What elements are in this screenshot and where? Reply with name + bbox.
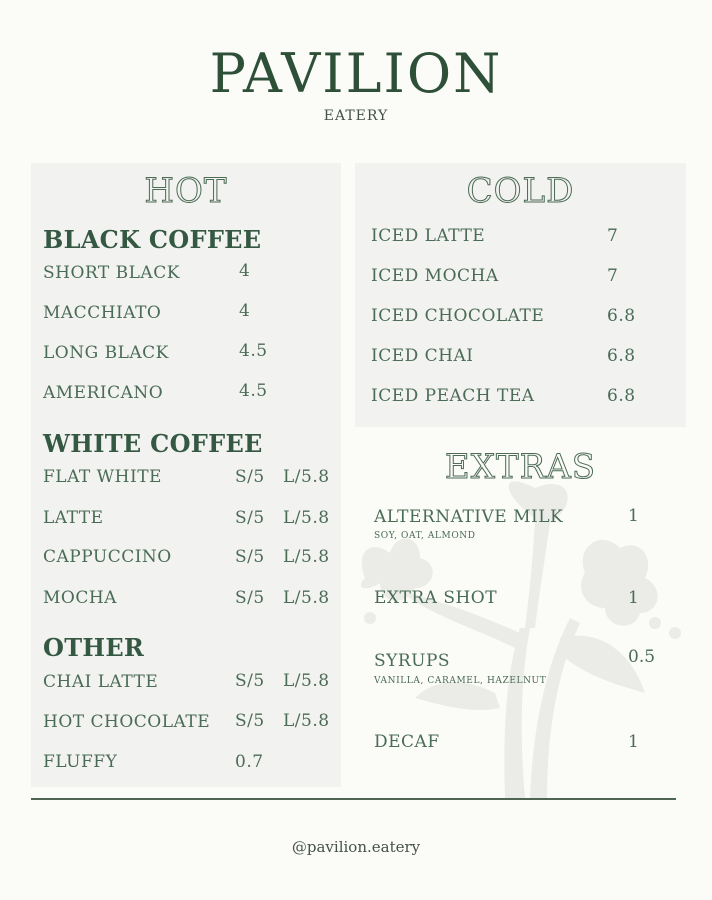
- item-price-small: S/5: [235, 671, 265, 691]
- extra-item: ALTERNATIVE MILK: [374, 507, 564, 527]
- menu-item: ICED CHAI: [371, 346, 474, 366]
- item-price-large: L/5.8: [283, 588, 330, 608]
- menu-item: LATTE: [43, 508, 104, 528]
- hot-title: HOT: [144, 171, 228, 211]
- menu-item: AMERICANO: [43, 383, 164, 403]
- menu-item: SHORT BLACK: [43, 263, 180, 283]
- brand-title: PAVILION: [209, 42, 503, 105]
- footer-divider: [31, 798, 676, 800]
- extra-price: 1: [628, 732, 639, 752]
- item-price: 7: [607, 266, 619, 286]
- item-price-large: L/5.8: [283, 711, 330, 731]
- menu-item: ICED CHOCOLATE: [371, 306, 545, 326]
- menu-item: ICED LATTE: [371, 226, 486, 246]
- item-price: 4.5: [239, 381, 268, 401]
- menu-item: MOCHA: [43, 588, 117, 608]
- extra-price: 1: [628, 506, 639, 526]
- item-price-small: S/5: [235, 508, 265, 528]
- extra-item-note: SOY, OAT, ALMOND: [374, 531, 476, 541]
- item-price-small: S/5: [235, 588, 265, 608]
- extra-item: EXTRA SHOT: [374, 588, 498, 608]
- item-price-small: S/5: [235, 711, 265, 731]
- extra-price: 1: [628, 588, 639, 608]
- item-price: 4: [239, 301, 251, 321]
- extra-item-note: VANILLA, CARAMEL, HAZELNUT: [374, 676, 547, 686]
- item-price-small: S/5: [235, 467, 265, 487]
- extra-item: SYRUPS: [374, 651, 451, 671]
- item-price-large: L/5.8: [283, 467, 330, 487]
- item-price-large: L/5.8: [283, 547, 330, 567]
- item-price: 4.5: [239, 341, 268, 361]
- brand-tagline: EATERY: [323, 108, 389, 124]
- extras-title: EXTRAS: [444, 447, 597, 487]
- menu-item: FLAT WHITE: [43, 467, 162, 487]
- menu-item: LONG BLACK: [43, 343, 169, 363]
- item-price: 4: [239, 261, 251, 281]
- group-heading-black-coffee: BLACK COFFEE: [43, 225, 262, 254]
- hot-panel: [31, 163, 341, 787]
- extra-item: DECAF: [374, 732, 440, 752]
- menu-item: FLUFFY: [43, 752, 118, 772]
- item-price-small: S/5: [235, 547, 265, 567]
- item-price: 6.8: [607, 306, 636, 326]
- item-price: 7: [607, 226, 619, 246]
- item-price: 6.8: [607, 386, 636, 406]
- group-heading-other: OTHER: [43, 633, 145, 662]
- menu-item: HOT CHOCOLATE: [43, 712, 211, 732]
- item-price-large: L/5.8: [283, 671, 330, 691]
- menu-item: CAPPUCCINO: [43, 547, 172, 567]
- cold-title: COLD: [466, 171, 575, 211]
- menu-item: CHAI LATTE: [43, 672, 159, 692]
- item-price-large: L/5.8: [283, 508, 330, 528]
- menu-item: MACCHIATO: [43, 303, 162, 323]
- item-price: 0.7: [235, 752, 264, 772]
- menu-item: ICED MOCHA: [371, 266, 499, 286]
- menu-item: ICED PEACH TEA: [371, 386, 535, 406]
- social-handle[interactable]: @pavilion.eatery: [291, 838, 421, 856]
- extra-price: 0.5: [628, 647, 656, 667]
- cold-panel: [355, 163, 686, 427]
- group-heading-white-coffee: WHITE COFFEE: [43, 429, 263, 458]
- item-price: 6.8: [607, 346, 636, 366]
